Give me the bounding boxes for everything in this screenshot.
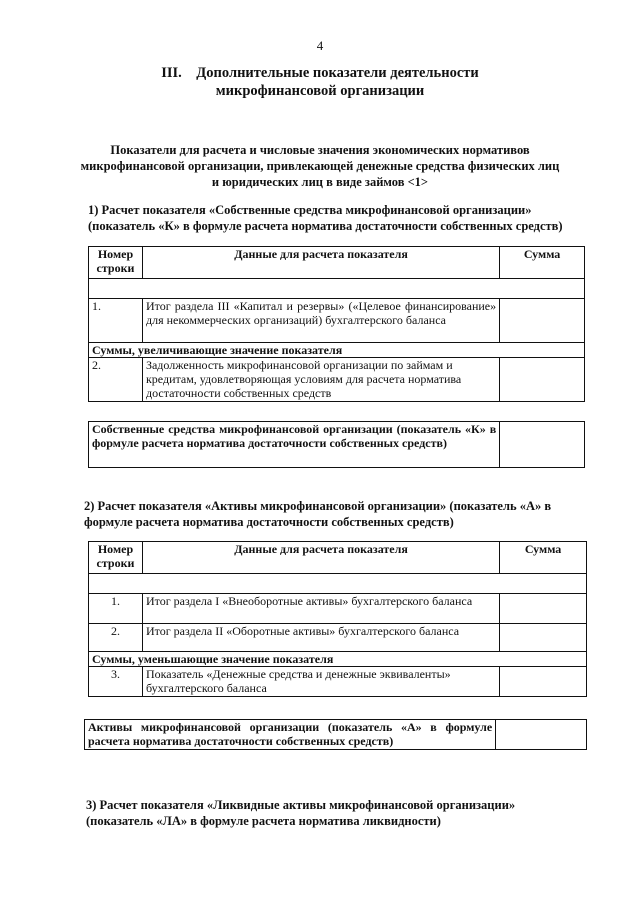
result-label: Собственные средства микрофинансовой организации (показатель «К» в формуле расчета норматива достаточности собственных средств) bbox=[89, 422, 500, 468]
calc1-table bbox=[88, 246, 585, 402]
norms-heading-line: микрофинансовой организации, привлекающей денежные средства физических лиц bbox=[80, 159, 560, 173]
row-sum bbox=[500, 358, 585, 402]
calc2-result bbox=[84, 719, 587, 750]
row-text: Итог раздела I «Внеоборотные активы» бухгалтерского баланса bbox=[142, 594, 499, 624]
row-sum bbox=[500, 299, 585, 343]
section-title-line: микрофинансовой организации bbox=[215, 83, 425, 99]
blank-row bbox=[89, 574, 587, 594]
header-data: Данные для расчета показателя bbox=[142, 247, 499, 279]
header-sum: Сумма bbox=[500, 247, 585, 279]
group-label: Суммы, увеличивающие значение показателя bbox=[89, 343, 585, 358]
calc1-result bbox=[88, 421, 585, 468]
row-sum bbox=[500, 594, 587, 624]
row-number: 1. bbox=[89, 299, 143, 343]
header-data: Данные для расчета показателя bbox=[142, 542, 499, 574]
result-label: Активы микрофинансовой организации (показатель «А» в формуле расчета норматива достаточности собственных средств) bbox=[85, 720, 496, 750]
section-title-line: III. Дополнительные показатели деятельности bbox=[161, 65, 479, 81]
result-sum bbox=[496, 720, 587, 750]
row-sum bbox=[500, 624, 587, 652]
calc2-table bbox=[88, 541, 587, 697]
blank-row bbox=[89, 279, 585, 299]
calc2-title: 2) Расчет показателя «Активы микрофинансовой организации» (показатель «А» в формуле расчета норматива достаточности собственных средств) bbox=[84, 499, 552, 529]
header-row-number: Номер строки bbox=[89, 542, 143, 574]
row-sum bbox=[500, 667, 587, 697]
row-text: Итог раздела II «Оборотные активы» бухгалтерского баланса bbox=[142, 624, 499, 652]
group-label: Суммы, уменьшающие значение показателя bbox=[89, 652, 587, 667]
row-text: Итог раздела III «Капитал и резервы» («Целевое финансирование» для некоммерческих организаций) бухгалтерского баланса bbox=[142, 299, 499, 343]
calc1-title: 1) Расчет показателя «Собственные средства микрофинансовой организации» (показатель «К» в формуле расчета норматива достаточности собственных средств) bbox=[88, 203, 563, 233]
calc3-title: 3) Расчет показателя «Ликвидные активы микрофинансовой организации» (показатель «ЛА» в формуле расчета норматива ликвидности) bbox=[86, 798, 516, 828]
header-sum: Сумма bbox=[500, 542, 587, 574]
result-sum bbox=[500, 422, 585, 468]
row-number: 3. bbox=[89, 667, 143, 697]
page-number: 4 bbox=[316, 38, 324, 53]
row-text: Показатель «Денежные средства и денежные эквиваленты» бухгалтерского баланса bbox=[142, 667, 499, 697]
row-number: 1. bbox=[89, 594, 143, 624]
row-number: 2. bbox=[89, 358, 143, 402]
row-number: 2. bbox=[89, 624, 143, 652]
norms-heading-line: и юридических лиц в виде займов <1> bbox=[211, 175, 429, 189]
norms-heading-line: Показатели для расчета и числовые значения экономических нормативов bbox=[110, 143, 530, 157]
section-title bbox=[0, 64, 640, 100]
norms-heading bbox=[0, 142, 640, 190]
header-row-number: Номер строки bbox=[89, 247, 143, 279]
row-text: Задолженность микрофинансовой организации по займам и кредитам, удовлетворяющая условиям для расчета норматива достаточности собственных средств bbox=[142, 358, 499, 402]
